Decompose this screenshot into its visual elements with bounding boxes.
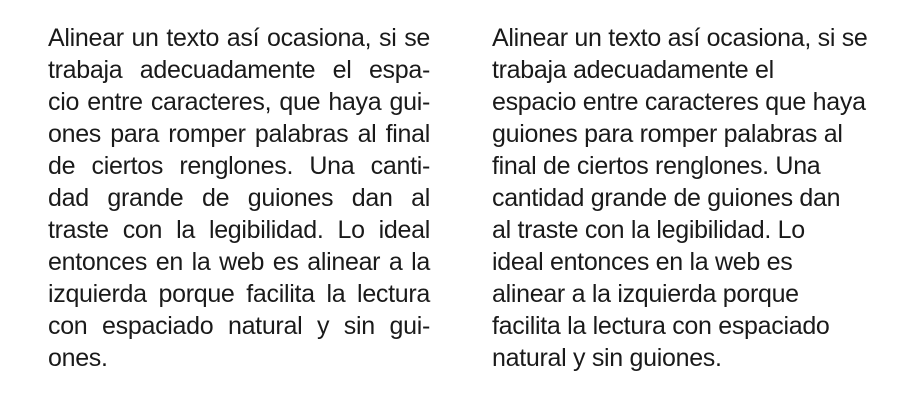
- justified-paragraph: [48, 22, 430, 374]
- text-line: traste con la legibilidad. Lo ideal: [48, 216, 430, 244]
- text-line: Alinear un texto así ocasiona, si se: [48, 24, 430, 52]
- text-line: natural y sin guiones.: [492, 344, 722, 372]
- text-line: trabaja adecuadamente el espa-: [48, 56, 430, 84]
- text-line: cantidad grande de guiones dan: [492, 184, 841, 212]
- text-line: con espaciado natural y sin gui-: [48, 312, 430, 340]
- text-line: trabaja adecuadamente el: [492, 56, 774, 84]
- text-line: ideal entonces en la web es: [492, 248, 793, 276]
- text-line: dad grande de guiones dan al: [48, 184, 430, 212]
- text-line: al traste con la legibilidad. Lo: [492, 216, 805, 244]
- text-line: cio entre caracteres, que haya gui-: [48, 88, 430, 116]
- text-line: espacio entre caracteres que haya: [492, 88, 866, 116]
- left-aligned-paragraph: [492, 22, 874, 374]
- text-line: Alinear un texto así ocasiona, si se: [492, 24, 868, 52]
- text-line: facilita la lectura con espaciado: [492, 312, 830, 340]
- text-line: ones.: [48, 344, 108, 372]
- text-line: guiones para romper palabras al: [492, 120, 843, 148]
- text-line: final de ciertos renglones. Una: [492, 152, 821, 180]
- text-line: entonces en la web es alinear a la: [48, 248, 430, 276]
- text-line: izquierda porque facilita la lectura: [48, 280, 430, 308]
- text-line: ones para romper palabras al final: [48, 120, 430, 148]
- text-line: alinear a la izquierda porque: [492, 280, 799, 308]
- text-line: de ciertos renglones. Una canti-: [48, 152, 430, 180]
